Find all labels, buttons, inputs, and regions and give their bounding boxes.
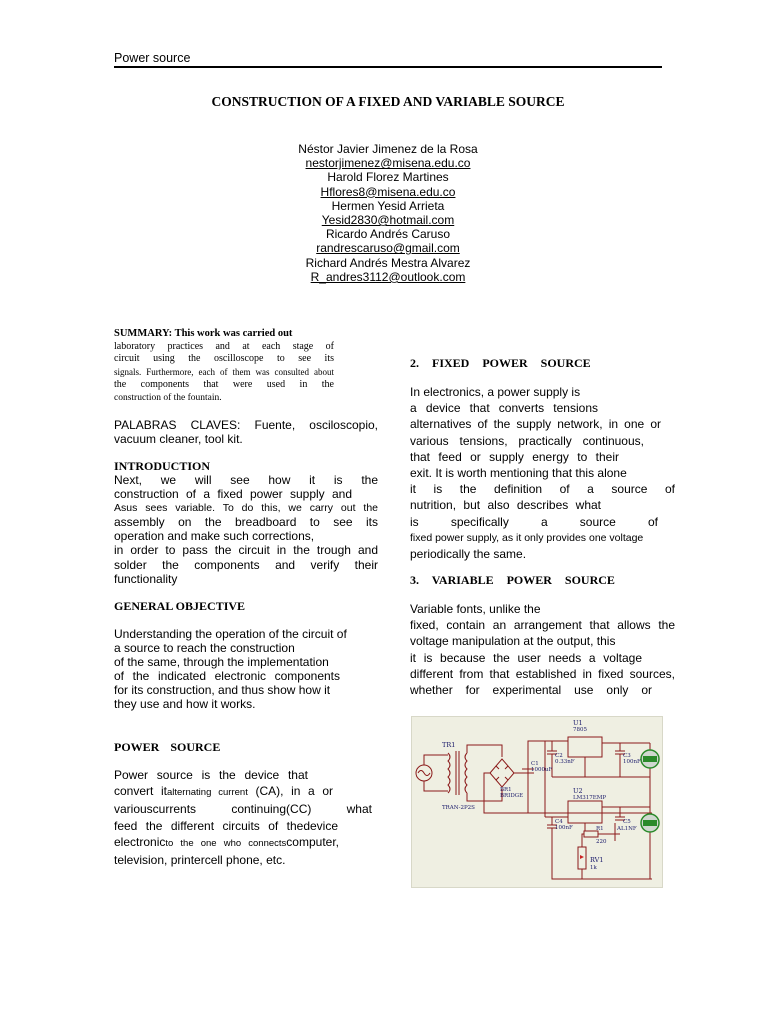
fixed-line: periodically the same.	[410, 547, 527, 562]
circuit-figure	[411, 716, 663, 888]
variable-line: whether for experimental use only or	[410, 683, 652, 698]
author-email[interactable]: Yesid2830@hotmail.com	[321, 213, 455, 228]
power-line-part: to the one who connects	[165, 837, 287, 849]
fixed-line: a device that converts tensions	[410, 401, 598, 416]
fixed-line: it is the definition of a source of	[410, 482, 675, 497]
variable-line: different from that established in fixed sources,	[410, 666, 675, 681]
source-wires	[424, 755, 448, 791]
label-tr1-sub: TRAN-2P2S	[442, 805, 475, 811]
objective-line: of the same, through the implementation	[114, 655, 329, 670]
regulator-u2-icon	[568, 801, 602, 823]
author-email[interactable]: R_andres3112@outlook.com	[310, 269, 466, 284]
introduction-line: assembly on the breadboard to see its	[114, 515, 378, 530]
keywords-section	[114, 418, 378, 446]
keywords-line: vacuum cleaner, tool kit.	[114, 432, 243, 447]
introduction-line: in order to pass the circuit in the trough and	[114, 543, 378, 558]
paper-title: CONSTRUCTION OF A FIXED AND VARIABLE SOURCE	[211, 94, 565, 109]
summary-line: construction of the fountain.	[114, 392, 222, 403]
power-line-part: convert it	[114, 784, 167, 799]
author-email[interactable]: randrescaruso@gmail.com	[316, 241, 460, 256]
label-c1-val: 1000uF	[531, 767, 553, 773]
power-line-part: alternating current	[166, 787, 248, 799]
fixed-source-body	[410, 384, 675, 562]
fixed-line: alternatives of the supply network, in one or	[410, 417, 661, 432]
variable-line: fixed, contain an arrangement that allows the	[410, 618, 675, 633]
fixed-line: In electronics, a power supply is	[410, 385, 581, 399]
summary-line: signals. Furthermore, each of them was consulted about	[114, 367, 334, 378]
power-line: variouscurrents continuing(CC) what	[114, 802, 372, 817]
summary-body	[114, 341, 334, 392]
label-c5-val: AL1NF	[617, 826, 637, 832]
regulator-u1-icon	[568, 737, 602, 757]
introduction-line: functionality	[114, 571, 178, 586]
fixed-source-heading: 2. FIXED POWER SOURCE	[410, 356, 591, 370]
author-name: Richard Andrés Mestra Alvarez	[305, 255, 471, 270]
label-r1: R1	[596, 826, 604, 832]
fixed-line: fixed power supply, as it only provides one voltage	[410, 531, 644, 544]
fixed-line: various tensions, practically continuous,	[410, 433, 644, 448]
introduction-heading: INTRODUCTION	[114, 459, 211, 473]
summary-section	[114, 328, 334, 404]
label-u1: U1	[573, 719, 583, 727]
transformer-primary-icon	[448, 753, 450, 793]
label-c2-val: 0.33nF	[555, 759, 575, 765]
variable-source-heading: 3. VARIABLE POWER SOURCE	[410, 573, 615, 587]
label-br1-sub: BRIDGE	[500, 793, 524, 799]
variable-line: voltage manipulation at the output, this	[410, 634, 616, 649]
label-u2: U2	[573, 787, 583, 795]
label-c3-val: 100nF	[623, 759, 641, 765]
objective-line: of the indicated electronic components	[114, 669, 340, 684]
author-name: Ricardo Andrés Caruso	[325, 227, 451, 242]
label-c2: C2	[555, 753, 563, 759]
label-c5: C5	[623, 819, 631, 825]
label-br1: BR1	[500, 787, 512, 793]
label-rv1-val: 1k	[590, 865, 597, 871]
power-line	[114, 783, 333, 801]
introduction-body	[114, 473, 378, 586]
summary-line: circuit using the oscilloscope to see its	[114, 353, 334, 365]
fixed-line: nutrition, but also describes what	[410, 498, 601, 513]
introduction-line: solder the components and verify their	[114, 557, 378, 572]
power-line-part: electronic	[114, 834, 166, 849]
label-rv1: RV1	[590, 856, 604, 864]
power-line-part: computer,	[286, 834, 339, 849]
author-name: Harold Florez Martines	[327, 170, 449, 185]
introduction-line: operation and make such corrections,	[114, 529, 315, 544]
objective-line: a source to reach the construction	[114, 641, 295, 656]
power-line: feed the different circuits of thedevice	[114, 818, 338, 833]
label-r1-val: 220	[596, 839, 607, 845]
power-source-heading: POWER SOURCE	[114, 740, 221, 754]
fixed-line: that feed or supply energy to their	[410, 449, 619, 464]
summary-line: the components that were used in the	[114, 378, 334, 390]
power-line	[114, 834, 339, 852]
introduction-line: Next, we will see how it is the	[114, 473, 378, 487]
introduction-line: Asus sees variable. To do this, we carry out the	[114, 502, 378, 515]
author-email[interactable]: nestorjimenez@misena.edu.co	[305, 156, 471, 171]
header-rule	[114, 66, 662, 68]
label-c4-val: 100nF	[555, 825, 573, 831]
sine-icon	[418, 771, 430, 776]
variable-source-body	[410, 601, 675, 698]
objective-line: they use and how it works.	[114, 697, 256, 712]
transformer-secondary-icon	[465, 753, 467, 793]
label-c4: C4	[555, 819, 563, 825]
label-u2-sub: LM317EMP	[573, 795, 607, 801]
label-c3: C3	[623, 753, 631, 759]
author-block	[240, 142, 536, 284]
keywords-line: PALABRAS CLAVES: Fuente, osciloscopio,	[114, 418, 378, 432]
author-email[interactable]: Hflores8@misena.edu.co	[320, 184, 456, 199]
power-source-body	[114, 767, 372, 868]
author-name: Néstor Javier Jimenez de la Rosa	[298, 142, 478, 156]
introduction-line: construction of a fixed power supply and	[114, 487, 352, 502]
objective-line: for its construction, and thus show how it	[114, 683, 331, 698]
label-u1-sub: 7805	[573, 727, 587, 733]
general-objective-heading: GENERAL OBJECTIVE	[114, 599, 246, 613]
label-tr1: TR1	[442, 741, 456, 749]
power-line: Power source is the device that	[114, 768, 308, 782]
running-head: Power source	[114, 51, 191, 65]
author-name: Hermen Yesid Arrieta	[331, 198, 445, 213]
general-objective-body	[114, 627, 378, 712]
variable-line: Variable fonts, unlike the	[410, 602, 541, 616]
circuit-schematic	[412, 717, 662, 887]
summary-label: SUMMARY: This work was carried out	[114, 328, 293, 339]
power-line: television, printercell phone, etc.	[114, 853, 286, 868]
bridge-rectifier-icon	[490, 759, 514, 787]
label-c1: C1	[531, 761, 539, 767]
power-line-part: (CA), in a or	[247, 784, 333, 799]
variable-line: it is because the user needs a voltage	[410, 650, 642, 665]
fixed-line: is specifically a source of	[410, 514, 658, 529]
fixed-line: exit. It is worth mentioning that this alone	[410, 466, 627, 481]
objective-line: Understanding the operation of the circuit of	[114, 627, 347, 641]
summary-line: laboratory practices and at each stage of	[114, 340, 334, 352]
